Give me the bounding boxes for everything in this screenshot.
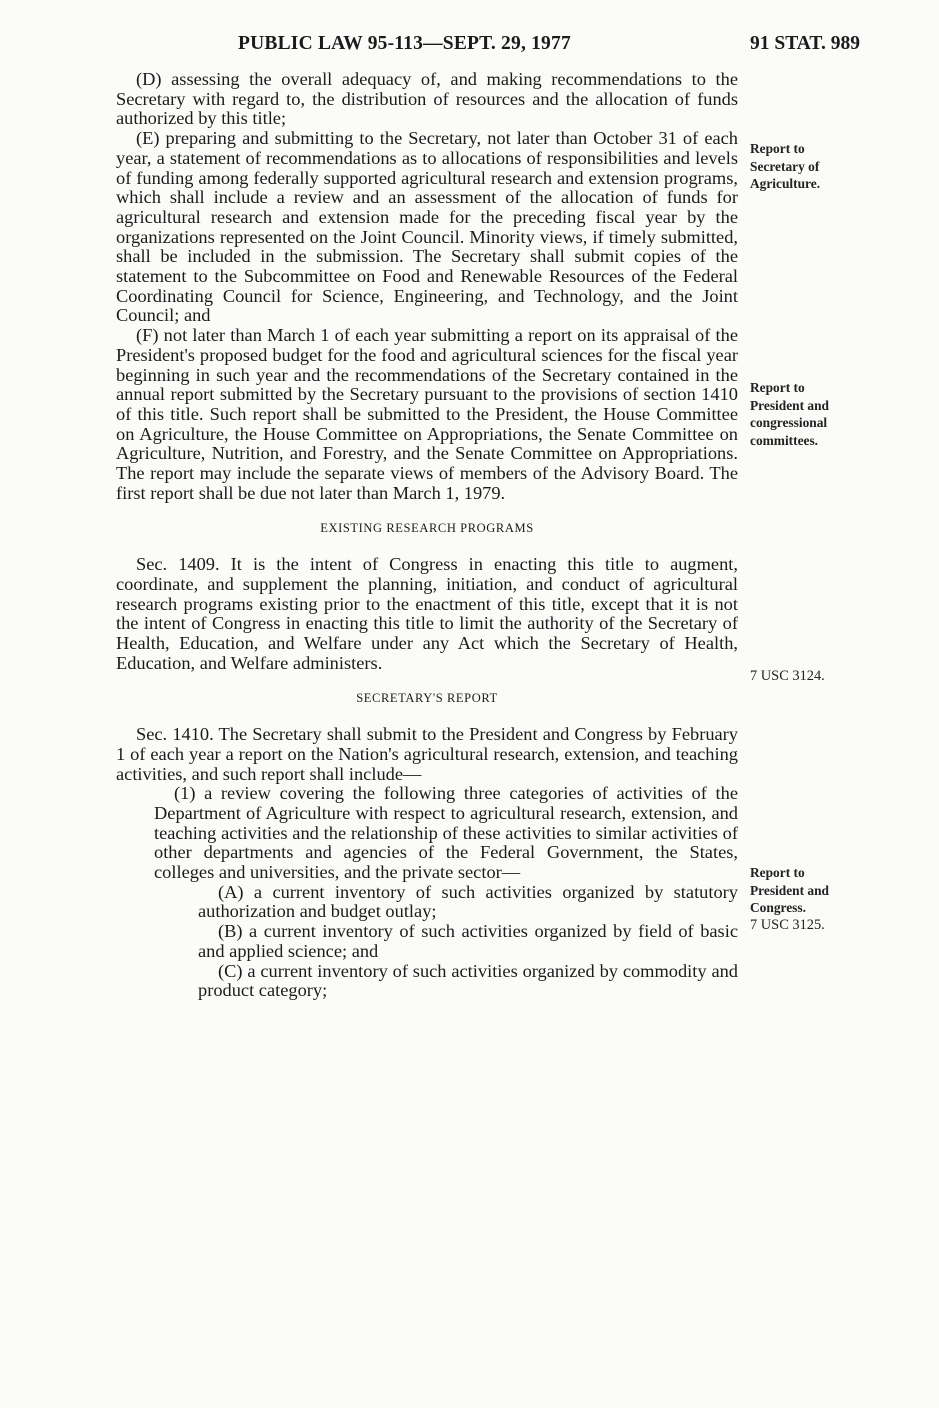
item-b: (B) a current inventory of such activities organized by field of basic and applied science; and: [198, 921, 738, 961]
margin-note-line: congressional: [750, 415, 828, 431]
document-body: [116, 70, 738, 1001]
section-1409: Sec. 1409. It is the intent of Congress in enacting this title to augment, coordinate, and supplement the planning, initiation, and conduct of agricultural research programs existing prior to the enactment of this title, except that it is not the intent of Congress in enacting this title to limit the authority of the Secretary of Health, Education, and Welfare under any Act which the Secretary of Health, Education, and Welfare administers.: [116, 554, 738, 673]
statute-page-number: 91 STAT. 989: [750, 33, 860, 54]
heading-secretarys-report: SECRETARY'S REPORT: [356, 691, 498, 706]
margin-note-line: Report to: [750, 865, 805, 880]
margin-note-line: Report to: [750, 380, 805, 395]
margin-note-line: Agriculture.: [750, 176, 821, 192]
page-title: PUBLIC LAW 95-113—SEPT. 29, 1977: [238, 33, 571, 54]
item-a: (A) a current inventory of such activities organized by statutory authorization and budget outlay;: [198, 881, 738, 922]
margin-note-report-president-committees: [750, 379, 829, 449]
paragraph-d: (D) assessing the overall adequacy of, and making recommendations to the Secretary with regard to, the distribution of resources and the allocation of funds authorized by this title;: [116, 69, 738, 129]
usc-citation: 7 USC 3125.: [750, 916, 825, 933]
usc-citation: 7 USC 3124.: [750, 668, 825, 684]
item-1: (1) a review covering the following three categories of activities of the Department of Agriculture with respect to agricultural research, extension, and teaching activities and the relationship of these activities to similar activities of other departments and agencies of the Federal Government, the States, colleges and universities, and the private sector—: [154, 783, 738, 883]
paragraph-f: (F) not later than March 1 of each year submitting a report on its appraisal of the President's proposed budget for the food and agricultural sciences for the fiscal year beginning in such year and the recommendations of the Secretary contained in the annual report submitted by the Secretary pursuant to the provisions of section 1410 of this title. Such report shall be submitted to the President, the House Committee on Agriculture, the House Committee on Appropriations, the Senate Committee on Agriculture, Nutrition, and Forestry, and the Senate Committee on Appropriations. The report may include the separate views of members of the Advisory Board. The first report shall be due not later than March 1, 1979.: [116, 325, 738, 503]
margin-note-line: Secretary of: [750, 158, 820, 174]
margin-note-report-secretary: [750, 140, 820, 193]
margin-note-usc-3124: [750, 668, 825, 686]
margin-note-line: committees.: [750, 432, 819, 448]
page-header: [0, 33, 939, 57]
margin-note-line: President and: [750, 882, 829, 898]
margin-note-report-president-congress: [750, 864, 829, 934]
margin-note-line: President and: [750, 397, 829, 413]
margin-note-line: Congress.: [750, 900, 806, 916]
paragraph-e: (E) preparing and submitting to the Secretary, not later than October 31 of each year, a statement of recommendations as to allocations of responsibilities and levels of funding among federally supported agricultural research and extension programs, which shall include a review and an assessment of the allocation of funds for agricultural research and extension made for the preceding fiscal year by the organizations represented on the Joint Council. Minority views, if timely submitted, shall be included in the submission. The Secretary shall submit copies of the statement to the Subcommittee on Food and Renewable Resources of the Federal Coordinating Council for Science, Engineering, and Technology, and the Joint Council; and: [116, 128, 738, 326]
heading-existing-research-programs: EXISTING RESEARCH PROGRAMS: [320, 521, 534, 536]
item-c: (C) a current inventory of such activities organized by commodity and product category;: [198, 960, 738, 1001]
section-1410: Sec. 1410. The Secretary shall submit to the President and Congress by February 1 of each year a report on the Nation's agricultural research, extension, and teaching activities, and such report shall include—: [116, 724, 738, 784]
margin-note-line: Report to: [750, 141, 805, 156]
